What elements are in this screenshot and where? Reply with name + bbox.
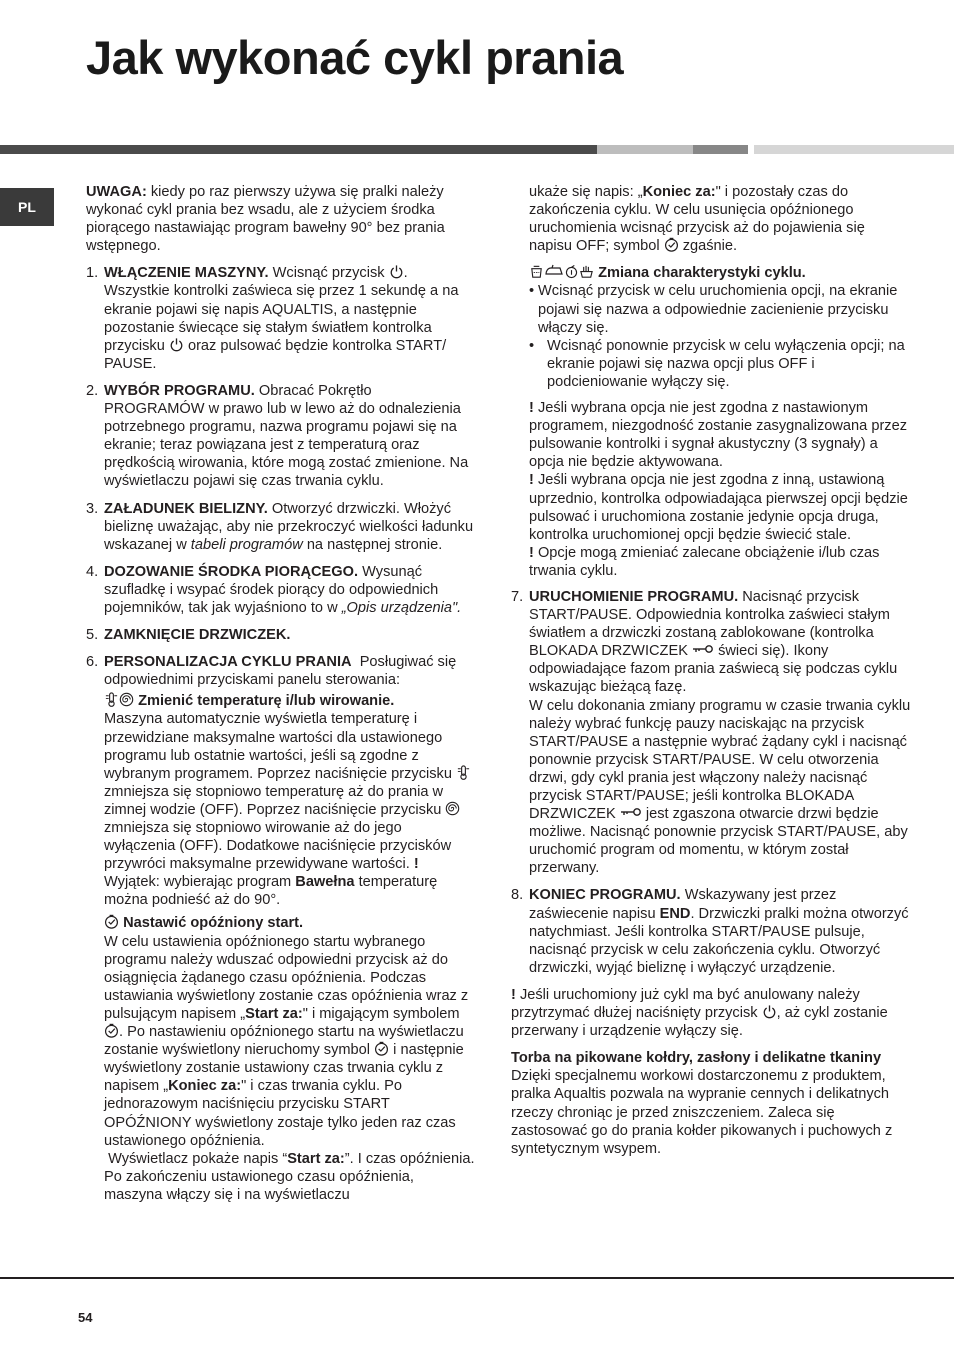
delay-text: ukaże się napis: „ [529,184,643,200]
note-text: Jeśli wybrana opcja nie jest zgodna z inną, ustawioną uprzednio, kontrolka odpowiadająca pierwszej opcji będzie pulsować i uruchomiona zostanie jedynie opcja druga, kontrolka uruchomionej opcji będzie świecić stale. [529,472,908,543]
note-text: , aż cykl zostanie przerwany i urządzenie wyłączy się. [511,1005,888,1040]
step-heading: KONIEC PROGRAMU. [529,887,681,904]
power-icon [762,1004,777,1019]
step-text: Wysunąć szufladkę i wsypać środek piorący do odpowiednich pojemników, tak jak wyjaśniono to w [104,563,439,616]
language-tab: PL [0,188,54,226]
step-heading: ZAŁADUNEK BIELIZNY. [104,500,268,517]
temperature-icon [104,692,119,707]
display-message: Koniec za: [168,1078,242,1095]
options-heading [529,263,911,282]
header-bar-light [754,145,954,154]
subheading: Torba na pikowane kołdry, zasłony i delikatne tkaniny [511,1050,882,1067]
program-table-reference: tabeli programów [190,536,303,553]
temperature-text: temperaturę można podnieść aż do 90°. [104,874,438,909]
temperature-spin-heading [104,692,476,710]
iron-icon [544,263,564,277]
step-number: 6. [86,654,99,671]
step-heading: DOZOWANIE ŚRODKA PIORĄCEGO. [104,563,359,580]
step-text: jest zgaszona otwarcie drzwi będzie możliwe. Nacisnąć ponownie przycisk START/PAUSE, aby uruchomić program od momentu, w którym został przerwany. [529,806,908,877]
delay-text: W celu ustawienia opóźnionego startu wybranego programu należy wduszać odpowiedni przycisk aż do osiągnięcia żądanego czasu opóźnienia. Podczas ustawiania wyświetlony zostanie czas opóźnienia wraz z pulsującym napisem „ [104,933,469,1022]
exclamation-mark: ! [511,986,516,1003]
page-title: Jak wykonać cykl prania [86,31,624,84]
spin-icon [445,801,460,816]
step-text: Posługiwać się odpowiednimi przyciskami panelu sterowania: [104,654,457,689]
step-text: . Wszystkie kontrolki zaświeca się przez 1 sekundę a na ekranie pojawi się napis AQUALTIS, a następnie pozostanie świecące się stałym światłem kontrolka przycisku [104,265,459,354]
note-text: Jeśli wybrana opcja nie jest zgodna z nastawionym programem, niezgodność zostanie zasygnalizowana przez pulsowanie kontrolki i sygnał akustyczny (3 sygnały) a opcja nie będzie aktywowana. [529,400,908,471]
cancel-note [511,986,911,1040]
step-load-laundry [86,500,476,554]
option-bullet [529,337,911,391]
step-text: na następnej stronie. [306,536,443,553]
step-personalize [86,653,476,1204]
subheading: Zmienić temperaturę i/lub wirowanie. [138,693,395,710]
step-text: Wskazywany jest przez zaświecenie napisu [529,887,837,922]
exclamation-mark: ! [529,400,534,417]
step-program-select [86,382,476,491]
delay-start-icon [104,914,119,929]
stain-icon [564,264,579,279]
step-number: 1. [86,265,99,282]
step-heading: WYBÓR PROGRAMU. [104,382,255,399]
step-power-on [86,264,476,373]
cotton-program-name: Bawełna [295,874,355,891]
step-heading: ZAMKNIĘCIE DRZWICZEK. [104,627,291,644]
display-message: Koniec za: [642,184,716,200]
prewash-icon [529,264,544,279]
power-icon [169,337,184,352]
step-number: 3. [86,500,99,517]
step-start-program [511,588,911,878]
right-column [511,183,911,1158]
step-number: 7. [511,588,524,605]
delay-text: Wyświetlacz pokaże napis “ [108,1150,288,1167]
step-detergent [86,563,476,617]
key-icon [620,806,642,818]
delay-text: ”. I czas opóźnienia. Po zakończeniu ustawionego czasu opóźnienia, maszyna włączy się i na wyświetlaczu [104,1150,475,1203]
step-number: 4. [86,563,99,580]
header-bar-mid [597,145,693,154]
temperature-icon [456,765,471,780]
subheading: Nastawić opóźniony start. [123,915,304,932]
step-heading: PERSONALIZACJA CYKLU PRANIA [104,654,352,671]
exclamation-mark: ! [413,856,419,873]
power-icon [389,264,404,279]
step-heading: URUCHOMIENIE PROGRAMU. [529,588,739,605]
footer-rule [0,1277,954,1279]
bullet-text: Wcisnąć przycisk w celu uruchomienia opcji, na ekranie pojawi się nazwa a odpowiednie zacienienie przycisku włączy się. [538,283,898,336]
step-number: 8. [511,887,524,904]
step-text: Nacisnąć przycisk START/PAUSE. Odpowiednia kontrolka zaświeci stałym światłem a drzwiczki zostaną zablokowane (kontrolka BLOKADA DRZWICZEK [529,588,890,660]
display-message: END [659,905,691,922]
delay-text: " i pozostały czas do zakończenia cyklu. W celu usunięcia opóźnionego uruchomienia wcisnąć przycisk aż do pojawienia się napisu OFF; symbol [529,184,865,255]
note-text: Jeśli uruchomiony już cykl ma być anulowany należy przytrzymać dłużej naciśnięty przycisk [511,986,860,1022]
display-message: Start za: [245,1005,303,1022]
delay-start-heading [104,914,476,932]
delay-text: zgaśnie. [682,238,738,255]
key-icon [692,643,714,655]
option-bullet [529,282,911,336]
temperature-text: Maszyna automatycznie wyświetla temperaturę i przewidziane maksymalne wartości dla ustawionego programu lub ostatnie wartości, jeśli są zgodne z wybranym programem. Poprzez naciśnięcie przycisku [104,711,452,782]
step-text: Otworzyć drzwiczki. Włożyć bieliznę uważając, aby nie przekroczyć wielkości ładunku wskazanej w [104,500,474,553]
delay-text: " i migającym symbolem [302,1005,460,1022]
exclamation-mark: ! [529,544,534,561]
bullet-mark: • [529,337,535,354]
step-text: Wcisnąć przycisk [272,265,385,282]
delay-text: . Po nastawieniu opóźnionego startu na wyświetlaczu zostanie wyświetlony nieruchomy symbol [104,1024,464,1059]
warning-text: kiedy po raz pierwszy używa się pralki należy wykonać cykl prania bez wsadu, ale z użyciem środka piorącego nastawiając program bawełny 90° bez prania wstępnego. [86,184,445,255]
step-text: oraz pulsować będzie kontrolka START/ PAUSE. [104,337,447,372]
bullet-text: Wcisnąć ponownie przycisk w celu wyłączenia opcji; na ekranie pojawi się nazwa opcji plus OFF i podcieniowanie wyłączy się. [547,337,905,390]
bullet-mark: • [529,283,535,300]
subheading: Zmiana charakterystyki cyklu. [598,265,806,282]
step-number: 2. [86,382,99,399]
step-text: W celu dokonania zmiany programu w czasie trwania cyklu należy wybrać funkcję pauzy naciskając na przycisk START/PAUSE a następnie wybrać żądany cykl i nacisnąć ponownie przycisk START/PAUSE. W celu otworzenia drzwi, gdy cykl prania jest włączony należy nacisnąć przycisk START/PAUSE; jeśli kontrolka BLOKADA DRZWICZEK [529,697,911,823]
step-end-program [511,886,911,976]
step-number: 5. [86,627,99,644]
step-close-door [86,626,476,644]
delay-start-icon [664,237,679,252]
step-heading: WŁĄCZENIE MASZYNY. [104,265,269,282]
description-reference: „Opis urządzenia". [341,599,462,616]
step-text: . Drzwiczki pralki można otworzyć natychmiast. Jeśli kontrolka START/PAUSE pulsuje, nacisnąć przycisk w celu zakończenia cyklu. Otworzyć drzwiczki, wyjąć bieliznę i wyłączyć urządzenie. [529,905,909,976]
delay-start-icon [374,1041,389,1056]
warning-paragraph [86,183,476,255]
temperature-text: zmniejsza się stopniowo temperaturę aż do prania w zimnej wodzie (OFF). Poprzez naciśnięcie przycisku [104,783,444,818]
temperature-text: zmniejsza się stopniowo wirowanie aż do jego wyłączenia (OFF). Dodatkowe naciśnięcie przycisków przywróci maksymalne przewidywane wartości. [104,820,452,873]
delay-start-icon [104,1023,119,1038]
delay-text: i następnie wyświetlony zostanie ustawiony czas trwania cyklu z napisem „ [104,1042,464,1095]
note-text: Opcje mogą zmieniać zalecane obciążenie i/lub czas trwania cyklu. [529,544,880,579]
temperature-text: Wyjątek: wybierając program [104,874,292,891]
header-bar-gray [693,145,748,154]
exclamation-mark: ! [529,472,534,489]
warning-label: UWAGA: [86,184,147,200]
header-bar-dark [0,145,597,154]
step-text: świeci się). Ikony odpowiadające fazom prania zaświecą się podczas cyklu wskazując bieżącą fazę. [529,643,898,696]
hand-wash-icon [579,264,594,279]
spin-icon [119,692,134,707]
step-text: Obracać Pokrętło PROGRAMÓW w prawo lub w lewo aż do odnalezienia potrzebnego programu, nazwa programu pojawi się na ekranie; teraz powiązana jest z temperaturą oraz prędkością wirowania, które mogą zostać zmienione. Na wyświetlaczu pojawi się czas trwania cyklu. [104,382,469,490]
page-number: 54 [78,1310,93,1325]
left-column [86,183,476,1204]
delay-text: " i czas trwania cyklu. Po jednorazowym naciśnięciu przycisku START OPÓŹNIONY wyświetlony zostaje tylko jeden raz czas ustawionego opóźnienia. [104,1078,456,1149]
bag-text: Dzięki specjalnemu workowi dostarczonemu z produktem, pralka Aqualtis pozwala na wypranie cennych i delikatnych rzeczy chroniąc je przed zniszczeniem. Zaleca się zastosować go do prania kołder pikowanych i puchowych z syntetycznym wsypem. [511,1068,893,1157]
display-message: Start za: [287,1150,345,1167]
bag-heading [511,1049,911,1067]
